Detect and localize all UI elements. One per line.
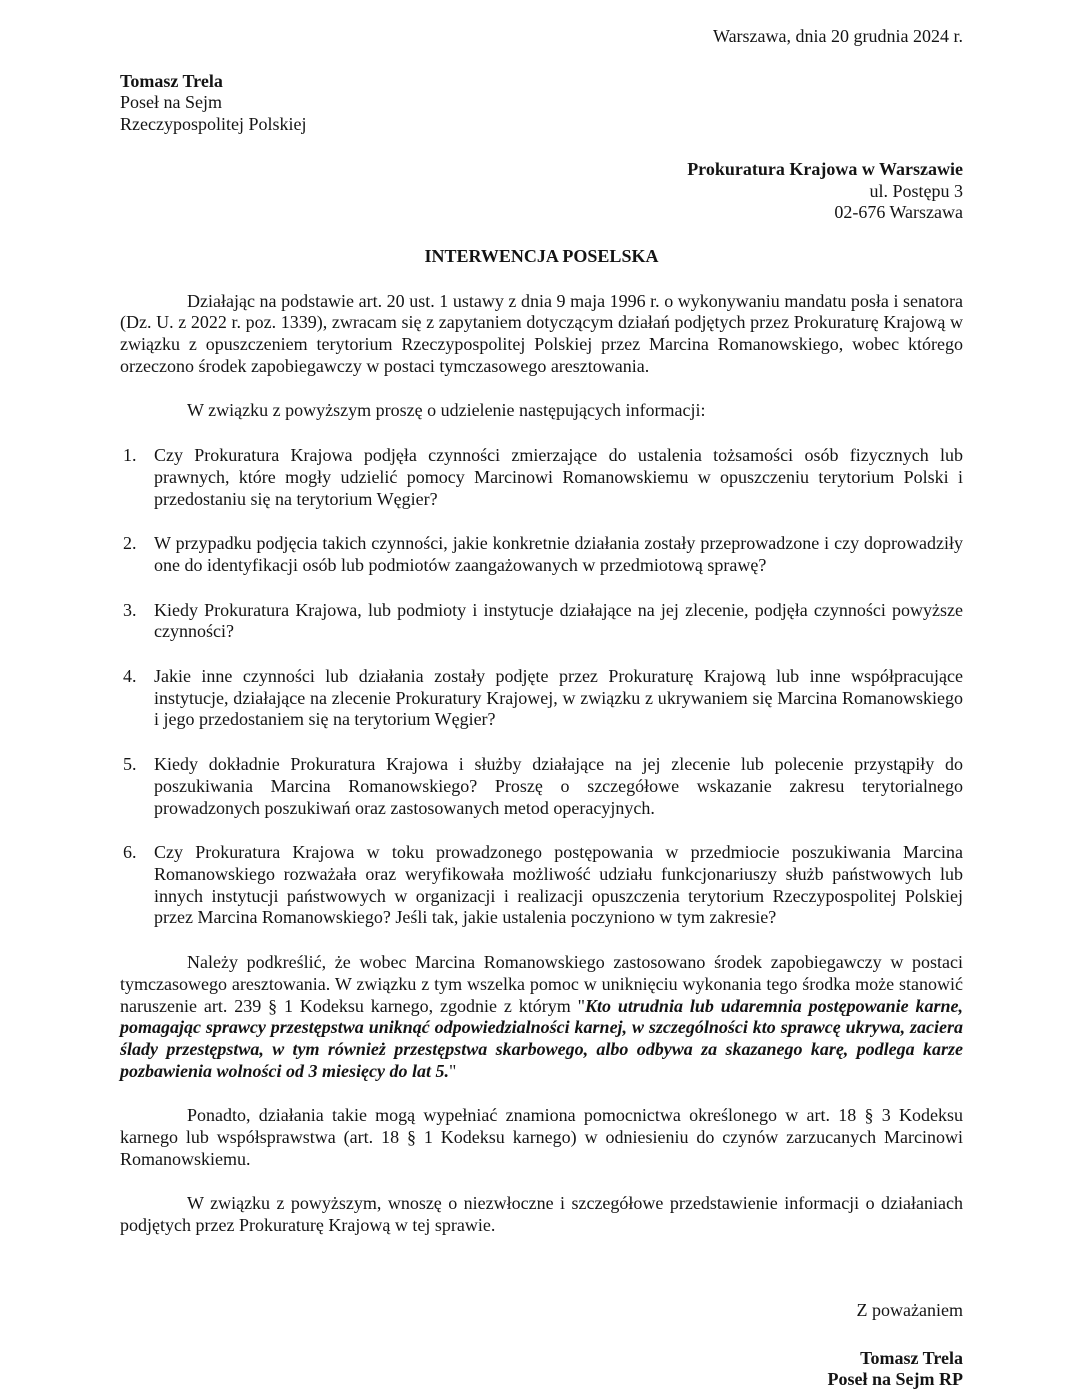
sender-org: Rzeczypospolitej Polskiej — [120, 114, 307, 135]
signature-name: Tomasz Trela — [860, 1347, 963, 1368]
question-item-5 — [120, 754, 963, 819]
date-line: Warszawa, dnia 20 grudnia 2024 r. — [713, 26, 963, 46]
sender-name: Tomasz Trela — [120, 70, 223, 91]
document-title: INTERWENCJA POSELSKA — [424, 245, 659, 266]
legal-note-quote: Kto utrudnia lub udaremnia postępowanie karne, pomagając sprawcy przestępstwa uniknąć odpowiedzialności karnej, w szczególności kto sprawcę ukrywa, zaciera ślady przestępstwa, w tym również przestępstwa skarbowego, albo odbywa za skazanego karę, podlega karze pozbawienia wolności od 3 miesięcy do lat 5. — [120, 995, 963, 1081]
final-request-paragraph: W związku z powyższym, wnoszę o niezwłoczne i szczegółowe przedstawienie informacji o działaniach podjętych przez Prokuraturę Krajową w tej sprawie. — [120, 1193, 963, 1236]
question-item-3 — [120, 600, 963, 643]
recipient-street: ul. Postępu 3 — [869, 180, 963, 201]
question-text: Czy Prokuratura Krajowa podjęła czynności zmierzające do ustalenia tożsamości osób fizycznych lub prawnych, które mogły udzielić pomocy Marcinowi Romanowskiemu w opuszczeniu terytorium Polski i przedostaniu się na terytorium Węgier? — [154, 445, 963, 509]
intro-paragraph: Działając na podstawie art. 20 ust. 1 ustawy z dnia 9 maja 1996 r. o wykonywaniu mandatu posła i senatora (Dz. U. z 2022 r. poz. 1339), zwracam się z zapytaniem dotyczącym działań podjętych przez Prokuraturę Krajową w związku z opuszczeniem terytorium Rzeczypospolitej Polskiej przez Marcina Romanowskiego, wobec którego orzeczono środek zapobiegawczy w postaci tymczasowego aresztowania. — [120, 290, 963, 376]
question-number: 3. — [123, 599, 137, 620]
legal-note-lead: Należy podkreślić, że wobec Marcina Romanowskiego zastosowano środek zapobiegawczy w postaci tymczasowego aresztowania. W związku z tym wszelka pomoc w uniknięciu wykonania tego środka może stanowić naruszenie art. 239 § 1 Kodeksu karnego, zgodnie z którym " — [120, 952, 963, 1016]
question-text: Kiedy dokładnie Prokuratura Krajowa i służby działające na jej zlecenie lub polecenie przystąpiły do poszukiwania Marcina Romanowskiego? Proszę o szczegółowe wskazanie zakresu terytorialnego prowadzonych poszukiwań oraz zastosowanych metod operacyjnych. — [154, 754, 963, 818]
question-item-4 — [120, 666, 963, 731]
question-number: 2. — [123, 533, 137, 554]
question-item-1 — [120, 445, 963, 510]
sender-role: Poseł na Sejm — [120, 92, 222, 113]
question-number: 4. — [123, 666, 137, 687]
sender-block — [120, 71, 963, 136]
recipient-city: 02-676 Warszawa — [834, 202, 963, 223]
question-number: 5. — [123, 754, 137, 775]
question-item-6 — [120, 842, 963, 929]
question-text: Kiedy Prokuratura Krajowa, lub podmioty i instytucje działające na jej zlecenie, podjęła czynności powyższe czynności? — [154, 599, 963, 642]
question-item-2 — [120, 533, 963, 576]
valediction: Z poważaniem — [856, 1299, 963, 1320]
question-text: W przypadku podjęcia takich czynności, jakie konkretnie działania zostały przeprowadzone i czy doprowadziły one do identyfikacji osób lub podmiotów zaangażowanych w przedmiotową sprawę? — [154, 533, 963, 575]
legal-note-close-quote: " — [449, 1060, 457, 1081]
signature-block — [120, 1348, 963, 1391]
question-text: Czy Prokuratura Krajowa w toku prowadzonego postępowania w przedmiocie poszukiwania Marcina Romanowskiego rozważała oraz weryfikowała możliwość udziału funkcjonariuszy służb państwowych lub innych instytucji państwowych w organizacji i realizacji opuszczenia terytorium Rzeczypospolitej Polskiej przez Marcina Romanowskiego? Jeśli tak, jakie ustalenia poczyniono w tym zakresie? — [154, 842, 963, 928]
signature-role: Poseł na Sejm RP — [827, 1369, 963, 1390]
legal-note-paragraph — [120, 952, 963, 1082]
question-number: 6. — [123, 842, 137, 863]
aiding-paragraph: Ponadto, działania takie mogą wypełniać znamiona pomocnictwa określonego w art. 18 § 3 Kodeksu karnego lub współsprawstwa (art. 18 § 1 Kodeksu karnego) w odniesieniu do czynów zarzucanych Marcinowi Romanowskiemu. — [120, 1105, 963, 1169]
recipient-block — [120, 159, 963, 224]
question-number: 1. — [123, 445, 137, 466]
question-text: Jakie inne czynności lub działania zostały podjęte przez Prokuraturę Krajową lub inne współpracujące instytucje, działające na zlecenie Prokuratury Krajowej, w związku z ukrywaniem się Marcina Romanowskiego i jego przedostaniem się na terytorium Węgier? — [154, 666, 963, 730]
recipient-name: Prokuratura Krajowa w Warszawie — [687, 158, 963, 179]
request-lead-paragraph: W związku z powyższym proszę o udzielenie następujących informacji: — [187, 400, 706, 421]
questions-list — [120, 445, 963, 929]
